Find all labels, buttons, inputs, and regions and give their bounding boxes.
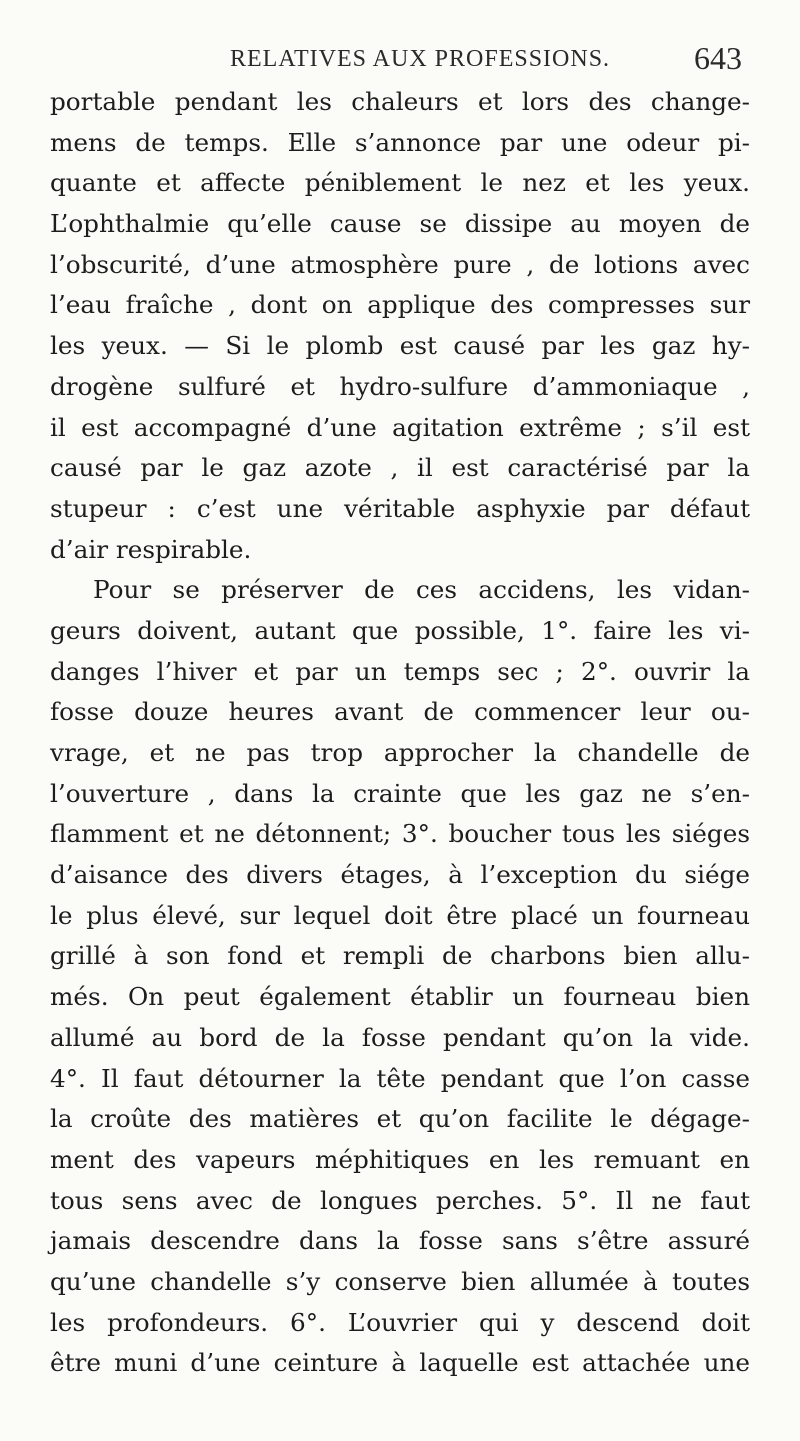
- text-line: vrage, et ne pas trop approcher la chandelle de: [50, 738, 750, 767]
- text-line: jamais descendre dans la fosse sans s’être assuré: [50, 1226, 750, 1256]
- text-line: il est accompagné d’une agitation extrême ; s’il est: [50, 412, 750, 442]
- text-line: mens de temps. Elle s’annonce par une odeur pi-: [50, 127, 750, 157]
- text-line: flamment et ne détonnent; 3°. boucher tous les siéges: [50, 819, 750, 849]
- text-line: drogène sulfuré et hydro-sulfure d’ammoniaque ,: [50, 371, 750, 401]
- paragraph-last-line: d’air respirable.: [50, 534, 252, 564]
- text-line: fosse douze heures avant de commencer leur ou-: [50, 697, 750, 727]
- text-line: danges l’hiver et par un temps sec ; 2°. ouvrir la: [50, 656, 750, 686]
- text-line: més. On peut également établir un fourneau bien: [50, 982, 750, 1012]
- body-text: [50, 82, 750, 1384]
- text-line: être muni d’une ceinture à laquelle est attachée une: [50, 1348, 750, 1378]
- text-line: le plus élevé, sur lequel doit être placé un fourneau: [50, 900, 750, 930]
- running-title: RELATIVES AUX PROFESSIONS.: [230, 46, 611, 72]
- text-line: d’aisance des divers étages, à l’exception du siége: [50, 860, 750, 890]
- text-line: la croûte des matières et qu’on facilite le dégage-: [50, 1104, 750, 1134]
- text-line: stupeur : c’est une véritable asphyxie par défaut: [50, 493, 750, 523]
- text-line: les yeux. — Si le plomb est causé par les gaz hy-: [50, 331, 750, 361]
- text-line: L’ophthalmie qu’elle cause se dissipe au moyen de: [50, 209, 750, 239]
- text-line: tous sens avec de longues perches. 5°. Il ne faut: [50, 1185, 750, 1215]
- text-line: portable pendant les chaleurs et lors des change-: [50, 87, 750, 116]
- text-line: causé par le gaz azote , il est caractérisé par la: [50, 453, 750, 483]
- text-line: qu’une chandelle s’y conserve bien allumée à toutes: [50, 1266, 750, 1296]
- text-line: allumé au bord de la fosse pendant qu’on la vide.: [50, 1022, 750, 1052]
- text-line: l’obscurité, d’une atmosphère pure , de lotions avec: [50, 249, 750, 279]
- text-line: l’eau fraîche , dont on applique des compresses sur: [50, 290, 750, 320]
- text-line: ment des vapeurs méphitiques en les remuant en: [50, 1144, 750, 1174]
- text-line: grillé à son fond et rempli de charbons bien allu-: [50, 941, 750, 971]
- page-number: 643: [694, 40, 742, 76]
- text-line: 4°. Il faut détourner la tête pendant que l’on casse: [50, 1063, 750, 1093]
- paragraph-first-line: Pour se préserver de ces accidens, les vidan-: [93, 575, 750, 605]
- running-head: [50, 0, 750, 80]
- text-line: l’ouverture , dans la crainte que les gaz ne s’en-: [50, 778, 750, 808]
- text-line: quante et affecte péniblement le nez et les yeux.: [50, 168, 750, 198]
- text-line: geurs doivent, autant que possible, 1°. faire les vi-: [50, 615, 750, 645]
- text-line: les profondeurs. 6°. L’ouvrier qui y descend doit: [50, 1307, 750, 1337]
